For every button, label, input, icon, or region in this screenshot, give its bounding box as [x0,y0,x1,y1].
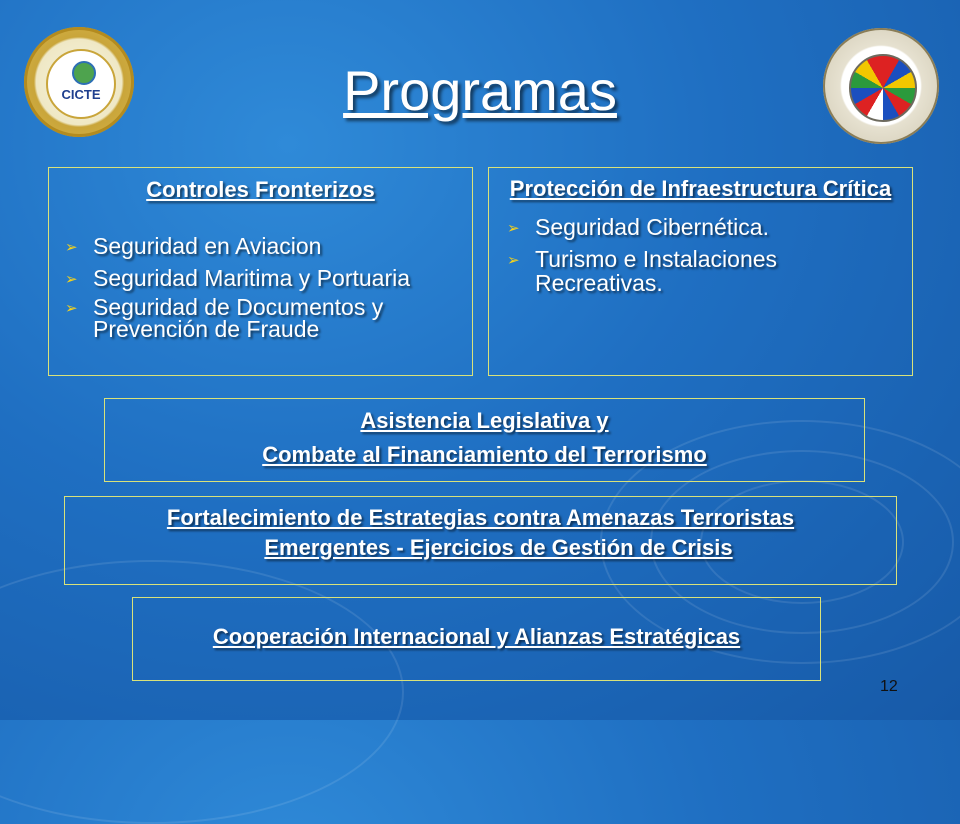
asistencia-line-1: Asistencia Legislativa y [360,408,609,433]
arrow-bullet-icon: ➢ [507,252,520,269]
cooperacion-text: Cooperación Internacional y Alianzas Estratégicas [212,624,741,649]
proteccion-infraestructura-box [488,167,913,376]
list-item: ➢ Seguridad Maritima y Portuaria [65,265,411,291]
fortalecimiento-line-1: Fortalecimiento de Estrategias contra Amenazas Terroristas [166,505,795,530]
proteccion-list [509,215,892,295]
arrow-bullet-icon: ➢ [65,239,78,256]
list-item: ➢ Seguridad Cibernética. [507,214,769,240]
page-number: 12 [880,678,898,695]
list-item: ➢ Seguridad de Documentos y Prevención de Fraude [65,294,384,342]
cicte-logo-text: CICTE [61,87,101,102]
proteccion-heading: Protección de Infraestructura Crítica [509,176,892,201]
cooperacion-box [132,597,821,681]
fortalecimiento-line-2: Emergentes - Ejercicios de Gestión de Crisis [264,535,733,560]
controles-list [49,234,472,340]
controles-fronterizos-box [48,167,473,376]
slide-title: Programas [343,59,617,122]
asistencia-line-2: Combate al Financiamiento del Terrorismo [262,442,707,467]
list-item: ➢ Seguridad en Aviacion [65,233,322,259]
arrow-bullet-icon: ➢ [65,271,78,288]
asistencia-legislativa-box [104,398,865,482]
list-item: ➢ Turismo e Instalaciones Recreativas. [507,246,778,296]
arrow-bullet-icon: ➢ [507,220,520,237]
controles-heading: Controles Fronterizos [146,177,375,202]
fortalecimiento-box [64,496,897,585]
arrow-bullet-icon: ➢ [65,300,78,317]
